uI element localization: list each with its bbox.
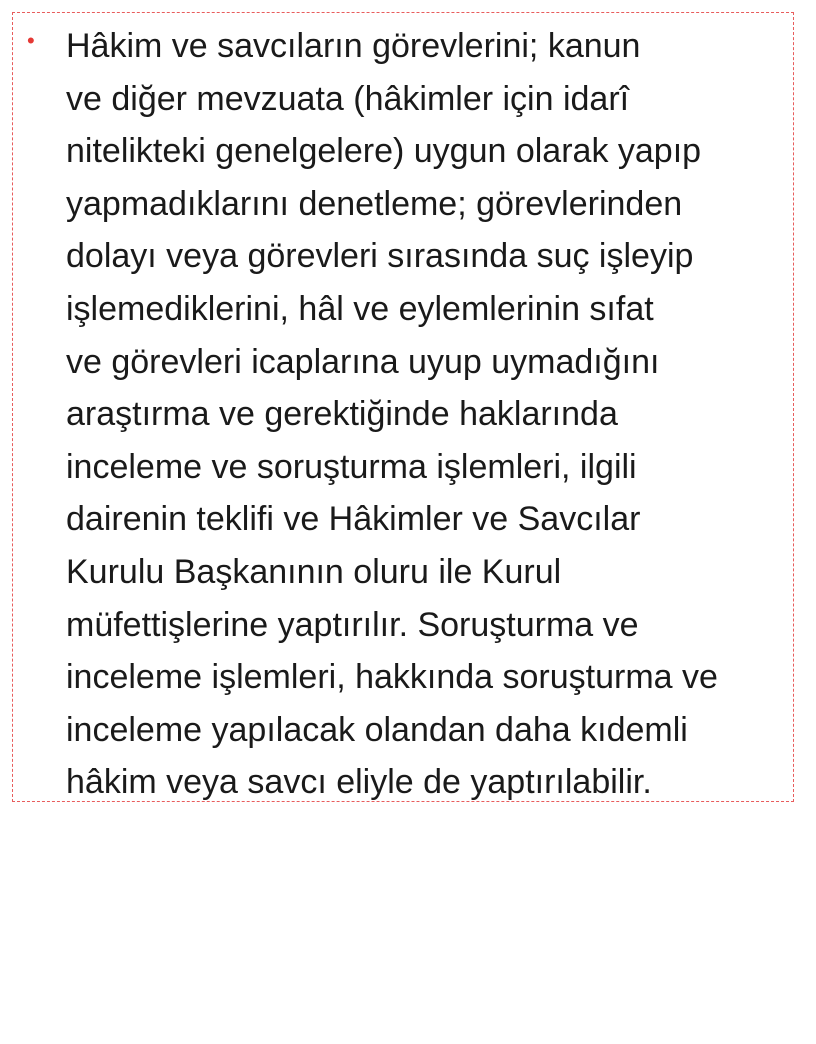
paragraph-line: ve görevleri icaplarına uyup uymadığını: [66, 342, 660, 381]
bullet-icon: •: [27, 28, 35, 53]
paragraph-text: [66, 20, 718, 809]
paragraph-line: inceleme yapılacak olandan daha kıdemli: [66, 710, 688, 749]
paragraph-line: dairenin teklifi ve Hâkimler ve Savcılar: [66, 500, 641, 539]
paragraph-line: araştırma ve gerektiğinde haklarında: [66, 395, 618, 434]
paragraph-line: Kurulu Başkanının oluru ile Kurul: [66, 552, 562, 591]
paragraph-line: ve diğer mevzuata (hâkimler için idarî: [66, 79, 630, 118]
paragraph-line: hâkim veya savcı eliyle de yaptırılabilir.: [66, 763, 652, 802]
paragraph-line: nitelikteki genelgelere) uygun olarak yapıp: [66, 132, 702, 171]
paragraph-line: işlemediklerini, hâl ve eylemlerinin sıfat: [66, 289, 654, 328]
paragraph-line: inceleme işlemleri, hakkında soruşturma ve: [66, 658, 718, 697]
paragraph-line: inceleme ve soruşturma işlemleri, ilgili: [66, 447, 637, 486]
paragraph-line: dolayı veya görevleri sırasında suç işleyip: [66, 237, 694, 276]
paragraph-line: yapmadıklarını denetleme; görevlerinden: [66, 184, 683, 223]
paragraph-line: müfettişlerine yaptırılır. Soruşturma ve: [66, 605, 639, 644]
paragraph-line: Hâkim ve savcıların görevlerini; kanun: [66, 27, 641, 65]
